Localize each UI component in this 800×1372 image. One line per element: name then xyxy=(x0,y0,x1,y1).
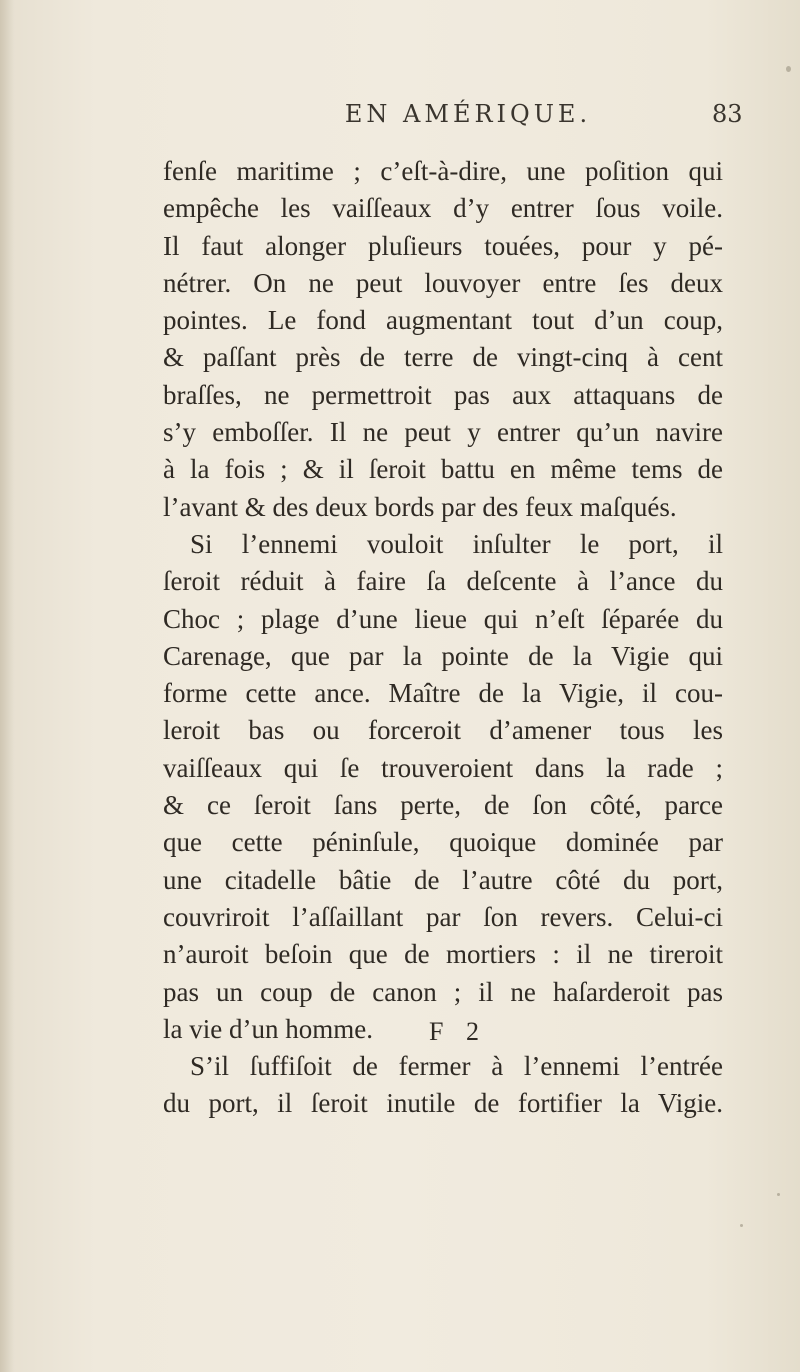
signature-mark: F 2 xyxy=(429,1017,487,1046)
paper-speck xyxy=(777,1193,780,1196)
text-line: leroit bas ou forceroit d’amener tous les xyxy=(163,715,723,746)
text-line: ſeroit réduit à faire ſa deſcente à l’ance du xyxy=(163,566,723,597)
text-line: empêche les vaiſſeaux d’y entrer ſous voile. xyxy=(163,193,723,224)
text-line: Choc ; plage d’une lieue qui n’eſt ſéparée du xyxy=(163,603,723,634)
running-title: EN AMÉRIQUE. xyxy=(344,100,592,128)
text-line: braſſes, ne permettroit pas aux attaquans de xyxy=(163,379,723,410)
text-line: que cette péninſule, quoique dominée par xyxy=(163,827,723,858)
text-line: forme cette ance. Maître de la Vigie, il cou- xyxy=(163,678,723,709)
text-line: vaiſſeaux qui ſe trouveroient dans la rade ; xyxy=(163,752,723,783)
paper-speck xyxy=(786,66,791,72)
body-text xyxy=(163,153,723,1123)
text-line: Si l’ennemi vouloit inſulter le port, il xyxy=(190,528,723,559)
text-line: du port, il ſeroit inutile de fortifier la Vigie. xyxy=(163,1088,723,1119)
text-line: pointes. Le fond augmentant tout d’un coup, xyxy=(163,305,723,336)
paper-speck xyxy=(740,1224,743,1227)
text-line: à la fois ; & il ſeroit battu en même tems de xyxy=(163,454,723,485)
text-line: n’auroit beſoin que de mortiers : il ne tireroit xyxy=(163,939,723,970)
text-line: couvriroit l’aſſaillant par ſon revers. Celui-ci xyxy=(163,901,723,932)
text-line: Il faut alonger pluſieurs touées, pour y pé- xyxy=(163,230,723,261)
text-line: fenſe maritime ; c’eſt-à-dire, une poſition qui xyxy=(163,156,723,186)
text-line: pas un coup de canon ; il ne haſarderoit pas xyxy=(163,976,723,1007)
text-line: la vie d’un homme. xyxy=(163,1013,373,1044)
text-line: nétrer. On ne peut louvoyer entre ſes deux xyxy=(163,267,723,298)
text-line: une citadelle bâtie de l’autre côté du port, xyxy=(163,864,723,895)
text-line: l’avant & des deux bords par des feux maſqués. xyxy=(163,491,677,522)
page-gutter-shadow xyxy=(0,0,14,1372)
text-line: & paſſant près de terre de vingt-cinq à cent xyxy=(163,342,723,373)
running-head xyxy=(0,100,800,140)
text-line: Carenage, que par la pointe de la Vigie qui xyxy=(163,640,723,671)
page-number: 83 xyxy=(712,100,743,128)
text-line: s’y emboſſer. Il ne peut y entrer qu’un navire xyxy=(163,417,723,448)
text-line: S’il ſuffiſoit de fermer à l’ennemi l’entrée xyxy=(190,1051,723,1082)
text-line: & ce ſeroit ſans perte, de ſon côté, parce xyxy=(163,790,723,821)
